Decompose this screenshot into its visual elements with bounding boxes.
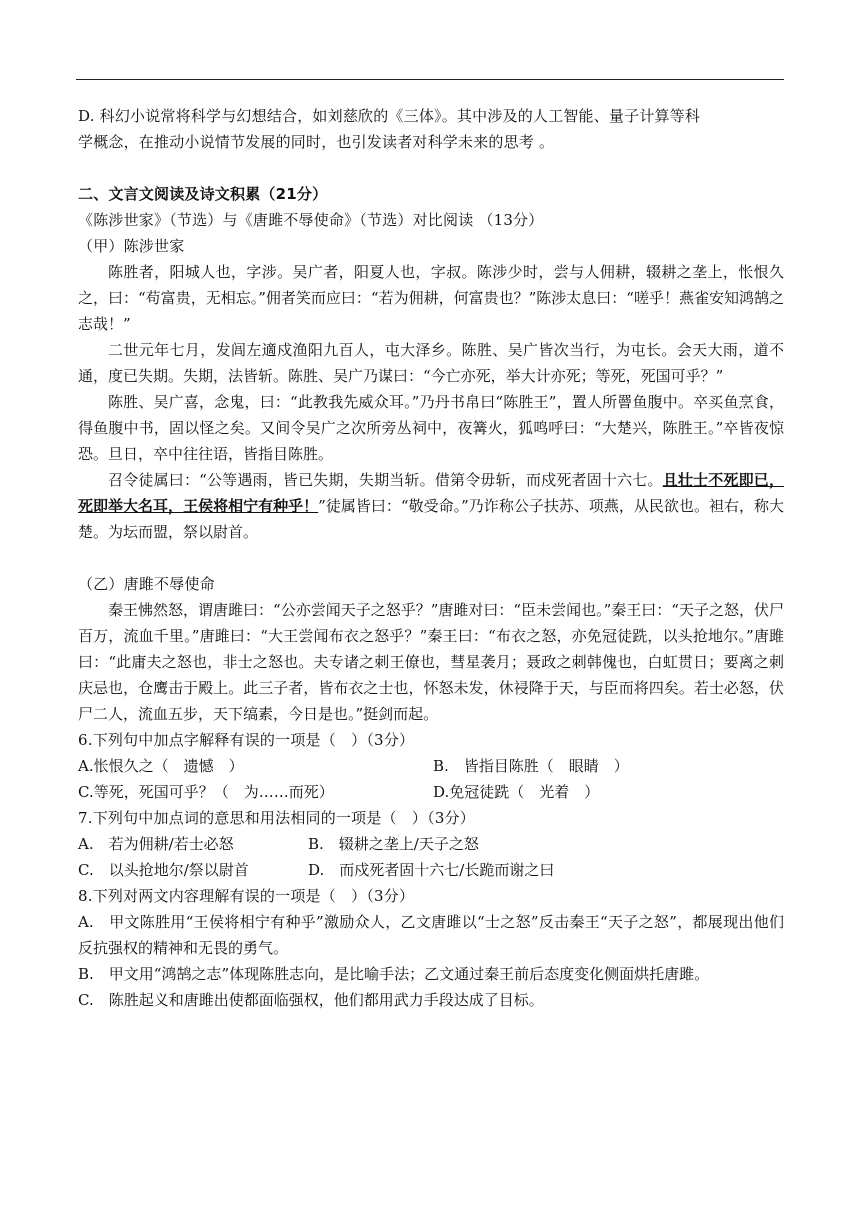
question-6-option-a: A.怅恨久之（ 遗憾 ） — [78, 757, 244, 775]
question-7-option-b: B. 辍耕之垄上/天子之怒 — [308, 835, 479, 853]
spacer — [78, 545, 784, 571]
question-6-stem: 6.下列句中加点字解释有误的一项是（ ）（3分） — [78, 731, 415, 749]
question-7-option-d: D. 而戍死者固十六七/长跪而谢之曰 — [308, 861, 555, 879]
option-d-line-1: D. 科幻小说常将科学与幻想结合，如刘慈欣的《三体》。其中涉及的人工智能、量子计算等科 — [78, 107, 701, 125]
question-7-option-a: A. 若为佣耕/若士必怒 — [78, 835, 234, 853]
section-heading: 二、文言文阅读及诗文积累（21分） — [78, 185, 328, 203]
text-a-p4-lead: 召令徒属曰：“公等遇雨，皆已失期，失期当斩。借第令毋斩，而戍死者固十六七。 — [108, 471, 663, 489]
text-a-paragraph-2: 二世元年七月，发闾左適戍渔阳九百人，屯大泽乡。陈胜、吴广皆次当行，为屯长。会天大雨，道不通，度已失期。失期，法皆斩。陈胜、吴广乃谋曰：“今亡亦死，举大计亦死；等死，死国可乎？” — [78, 341, 784, 385]
text-b-paragraph-1: 秦王怫然怒，谓唐雎曰：“公亦尝闻天子之怒乎？”唐雎对曰：“臣未尝闻也。”秦王曰：“天子之怒，伏尸百万，流血千里。”唐雎曰：“大王尝闻布衣之怒乎？”秦王曰：“布衣之怒，亦免冠徒跣，以头抢地尔。”唐雎曰：“此庸夫之怒也，非士之怒也。夫专诸之刺王僚也，彗星袭月；聂政之刺韩傀也，白虹贯日；要离之刺庆忌也，仓鹰击于殿上。此三子者，皆布衣之士也，怀怒未发，休祲降于天，与臣而将四矣。若士必怒，伏尸二人，流血五步，天下缟素，今日是也。”挺剑而起。 — [78, 601, 784, 723]
text-b-title: （乙）唐雎不辱使命 — [78, 575, 215, 593]
question-7-option-c: C. 以头抢地尔/祭以尉首 — [78, 861, 249, 879]
text-a-paragraph-3: 陈胜、吴广喜，念鬼，曰：“此教我先威众耳。”乃丹书帛曰“陈胜王”，置人所罾鱼腹中。卒买鱼烹食，得鱼腹中书，固以怪之矣。又间令吴广之次所旁丛祠中，夜篝火，狐鸣呼曰：“大楚兴，陈胜王。”卒皆夜惊恐。旦日，卒中往往语，皆指目陈胜。 — [78, 393, 784, 463]
text-a-p4-tail: ”徒属皆曰：“敬受命。”乃诈称公子扶苏、项燕，从民欲也。袒右，称大楚。为坛而盟，祭以尉首。 — [78, 497, 784, 541]
question-6-options-row-1 — [78, 753, 784, 779]
option-d-line-2: 学概念，在推动小说情节发展的同时，也引发读者对科学未来的思考 。 — [78, 133, 555, 151]
question-6-option-b: B. 皆指目陈胜（ 眼睛 ） — [433, 757, 629, 775]
exam-page — [78, 103, 784, 1013]
question-6-option-d: D.免冠徒跣（ 光着 ） — [433, 783, 600, 801]
question-7-options-row-1 — [78, 831, 784, 857]
question-7-options-row-2 — [78, 857, 784, 883]
header-rule — [76, 79, 784, 80]
question-8-option-c: C. 陈胜起义和唐雎出使都面临强权，他们都用武力手段达成了目标。 — [78, 991, 544, 1009]
question-8-option-b: B. 甲文用“鸿鹄之志”体现陈胜志向，是比喻手法；乙文通过秦王前后态度变化侧面烘托唐雎。 — [78, 965, 710, 983]
question-6-option-c: C.等死，死国可乎？（ 为……而死） — [78, 783, 334, 801]
spacer — [78, 155, 784, 181]
text-a-paragraph-4 — [78, 467, 784, 545]
question-6-options-row-2 — [78, 779, 784, 805]
text-a-paragraph-1: 陈胜者，阳城人也，字涉。吴广者，阳夏人也，字叔。陈涉少时，尝与人佣耕，辍耕之垄上，怅恨久之，曰：“苟富贵，无相忘。”佣者笑而应曰：“若为佣耕，何富贵也？”陈涉太息曰：“嗟乎！燕雀安知鸿鹄之志哉！” — [78, 263, 784, 333]
question-7-stem: 7.下列句中加点词的意思和用法相同的一项是（ ）（3分） — [78, 809, 475, 827]
question-8-option-a: A. 甲文陈胜用“王侯将相宁有种乎”激励众人，乙文唐雎以“士之怒”反击秦王“天子之怒”，都展现出他们反抗强权的精神和无畏的勇气。 — [78, 913, 784, 957]
question-8-stem: 8.下列对两文内容理解有误的一项是（ ）（3分） — [78, 887, 415, 905]
underlined-sentence: 且壮士不死即已，死即举大名耳，王侯将相宁有种乎！ — [78, 471, 784, 515]
section-subtitle: 《陈涉世家》（节选）与《唐雎不辱使命》（节选）对比阅读 （13分） — [78, 211, 544, 229]
text-a-title: （甲）陈涉世家 — [78, 237, 185, 255]
